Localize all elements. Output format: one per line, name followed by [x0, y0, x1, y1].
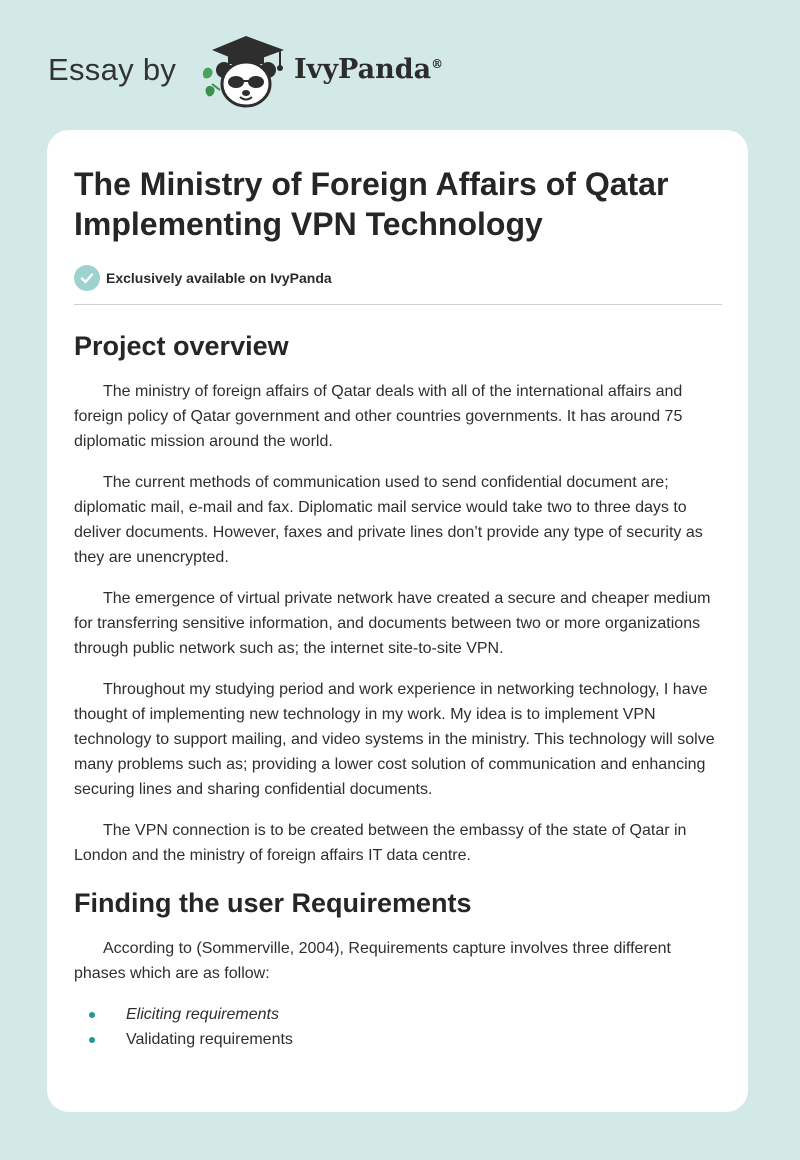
paragraph: Throughout my studying period and work experience in networking technology, I have thought of implementing new technology in my work. My idea is to implement VPN technology to support mailing, and video systems in the ministry. This technology will solve many problems such as; providing a lower cost solution of communication and enhancing securing lines and sharing confidential documents. [74, 681, 715, 798]
exclusive-badge [74, 264, 722, 292]
essay-card [47, 130, 748, 1112]
list-item-text: Eliciting requirements [126, 1006, 279, 1023]
list-item-text: Validating requirements [126, 1031, 293, 1048]
ivypanda-brand[interactable] [294, 54, 443, 85]
paragraph: The current methods of communication used to send confidential document are; diplomatic mail, e-mail and fax. Diplomatic mail service would take two to three days to deliver documents. However, faxes and private lines don’t provide any type of security as they are unencrypted. [74, 474, 703, 566]
panda-graduate-icon[interactable] [200, 34, 292, 110]
essay-by-label: Essay by [48, 52, 177, 87]
section-heading-project-overview: Project overview [74, 331, 289, 361]
section-heading-user-requirements: Finding the user Requirements [74, 888, 472, 918]
requirements-phase-list [74, 1002, 722, 1052]
title-divider [74, 304, 722, 305]
list-item [74, 1002, 722, 1027]
paragraph: The VPN connection is to be created between the embassy of the state of Qatar in London and the ministry of foreign affairs IT data centre. [74, 822, 687, 864]
brand-text: IvyPanda [294, 54, 432, 85]
registered-mark: ® [431, 57, 444, 71]
list-item [74, 1027, 722, 1052]
paragraph: The emergence of virtual private network have created a secure and cheaper medium for transferring sensitive information, and documents between two or more organizations through public network such as; the internet site-to-site VPN. [74, 590, 711, 657]
exclusive-badge-text: Exclusively available on IvyPanda [106, 270, 332, 286]
bullet-dot-icon [89, 1012, 95, 1018]
paragraph: The ministry of foreign affairs of Qatar deals with all of the international affairs and foreign policy of Qatar government and other countries governments. It has around 75 diplomatic mission around the world. [74, 383, 683, 450]
paragraph: According to (Sommerville, 2004), Requirements capture involves three different phases which are as follow: [74, 940, 671, 982]
site-header [0, 0, 800, 120]
essay-title: The Ministry of Foreign Affairs of Qatar Implementing VPN Technology [74, 166, 669, 242]
check-circle-icon [74, 265, 100, 291]
bullet-dot-icon [89, 1037, 95, 1043]
